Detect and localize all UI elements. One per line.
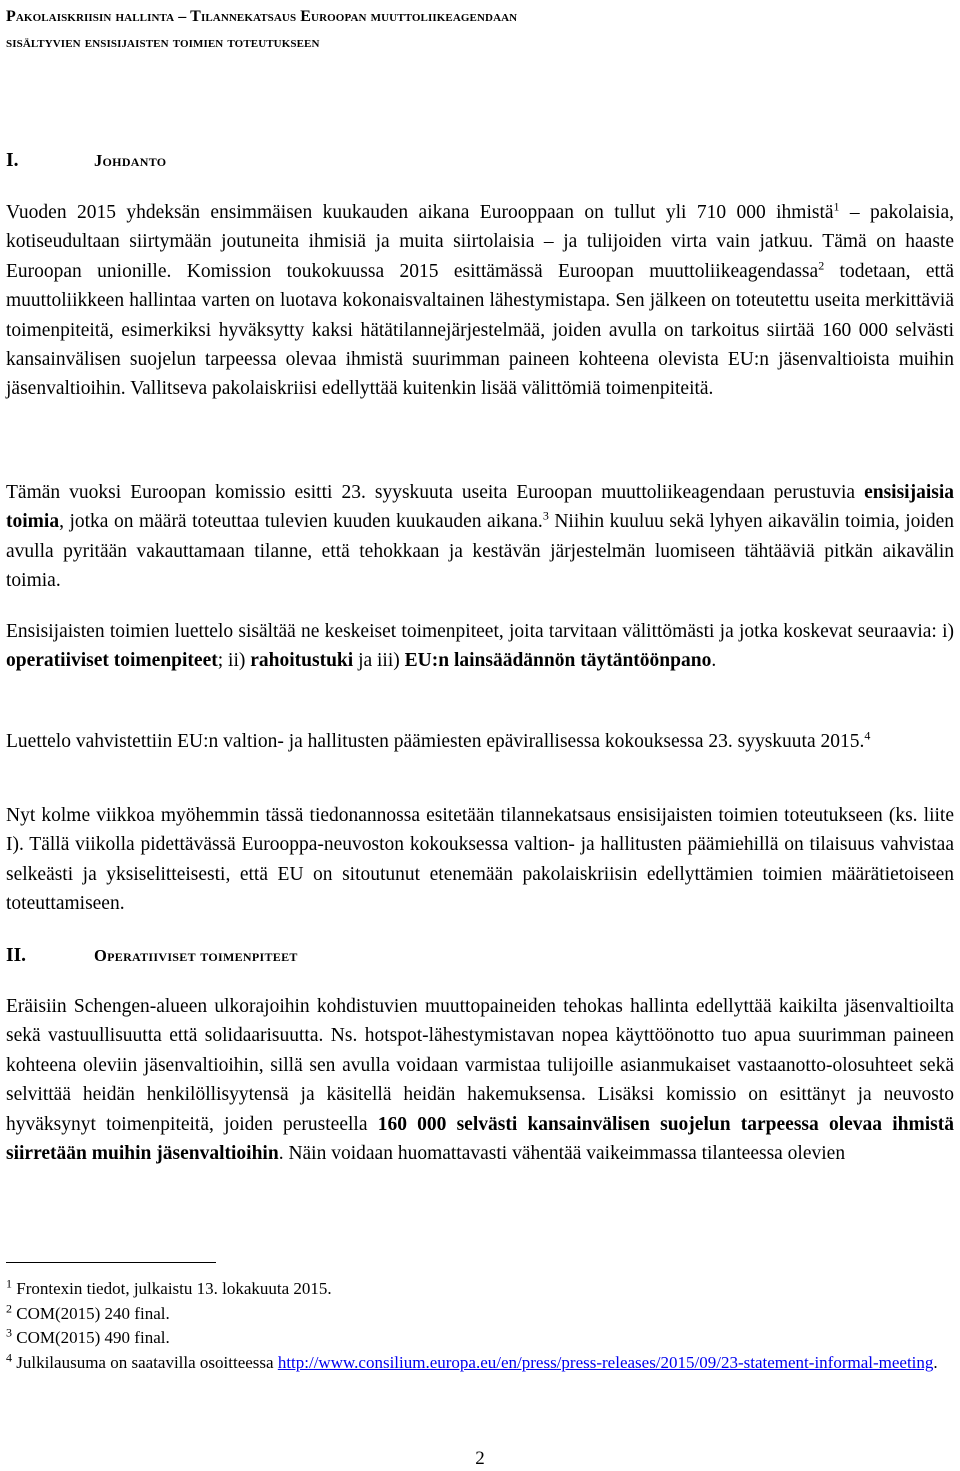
p3-text-d: . [711, 650, 717, 672]
p3-text-c: ja iii) [353, 650, 405, 672]
footnote-ref-3[interactable]: 3 [542, 508, 549, 523]
footnote-1-number: 1 [6, 1276, 12, 1291]
p1-text-c: todetaan, että muuttoliikkeen hallintaa varten on luotava kokonaisvaltainen lähestymistapa. Sen jälkeen on toteutettu useita merkittäviä toimenpiteitä, esimerkiksi hyväksytty kaksi hätätilannejärjestelmää, joiden avulla on tarkoitus siirtää 160 000 selvästi kansainvälisen suojelun tarpeessa olevaa ihmistä suurimman paineen kohteena olevista EU:n jäsenvaltioista muihin jäsenvaltioihin. Vallitseva pakolaiskriisi edellyttää kuitenkin lisää välittömiä toimenpiteitä. [6, 260, 954, 400]
section-2-heading [6, 945, 298, 967]
p6-text-b: . Näin voidaan huomattavasti vähentää vaikeimmassa tilanteessa olevien [278, 1143, 846, 1165]
section-2-title: Operatiiviset toimenpiteet [94, 946, 298, 965]
header-line-2: sisältyvien ensisijaisten toimien toteutukseen [6, 34, 320, 51]
section-1-heading [6, 150, 166, 172]
footnote-ref-1[interactable]: 1 [833, 199, 840, 214]
p3-bold-financial: rahoitustuki [250, 650, 354, 672]
document-header [6, 4, 517, 56]
footnote-2-text: COM(2015) 240 final. [16, 1304, 170, 1323]
p3-text-a: Ensisijaisten toimien luettelo sisältää ne keskeiset toimenpiteet, joita tarvitaan välittömästi ja jotka koskevat seuraavia: i) [6, 621, 954, 642]
footnote-separator [6, 1262, 216, 1263]
section-1-title: Johdanto [94, 151, 167, 170]
paragraph-1 [6, 198, 954, 404]
footnote-2-number: 2 [6, 1301, 12, 1316]
p5-text: Nyt kolme viikkoa myöhemmin tässä tiedonannossa esitetään tilannekatsaus ensisijaisten toimien toteutukseen (ks. liite I). Tällä viikolla pidettävässä Eurooppa-neuvoston kokouksessa valtion- ja hallitusten päämiehillä on tilaisuus vahvistaa selkeästi ja yksiselitteisesti, että EU on sitoutunut etenemään pakolaiskriisin edellyttämien toimien määrätietoiseen toteuttamiseen. [6, 805, 954, 915]
p2-text-b: , jotka on määrä toteuttaa tulevien kuuden kuukauden aikana. [59, 511, 543, 533]
paragraph-6 [6, 992, 954, 1168]
footnote-4-number: 4 [6, 1350, 12, 1365]
footnote-1 [6, 1277, 954, 1300]
p3-bold-implementation: EU:n lainsäädännön täytäntöönpano [404, 650, 712, 672]
section-2-number: II. [6, 945, 27, 966]
p3-bold-operational: operatiiviset toimenpiteet [6, 650, 218, 672]
footnote-3 [6, 1326, 954, 1349]
p3-text-b: ; ii) [217, 650, 251, 672]
footnote-3-number: 3 [6, 1325, 12, 1340]
footnote-1-text: Frontexin tiedot, julkaistu 13. lokakuuta 2015. [16, 1279, 332, 1298]
p4-text: Luettelo vahvistettiin EU:n valtion- ja hallitusten päämiesten epävirallisessa kokouksessa 23. syyskuuta 2015. [6, 731, 865, 752]
p1-text-a: Vuoden 2015 yhdeksän ensimmäisen kuukauden aikana Eurooppaan on tullut yli 710 000 ihmistä [6, 202, 834, 223]
document-page [6, 0, 954, 1471]
footnote-ref-2[interactable]: 2 [818, 258, 825, 273]
p2-text-a: Tämän vuoksi Euroopan komissio esitti 23. syyskuuta useita Euroopan muuttoliikeagendaan perustuvia [6, 482, 865, 503]
p2-bold-priority-actions: ensisijaisia toimia [6, 482, 954, 533]
p6-text-a: Eräisiin Schengen-alueen ulkorajoihin kohdistuvien muuttopaineiden tehokas hallinta edellyttää kaikilta jäsenvaltioilta sekä vastuullisuutta että solidaarisuutta. Ns. hotspot-lähestymistavan nopea käyttöönotto tuo apua suurimman paineen kohteena oleviin jäsenvaltioihin, sillä sen avulla voidaan varmistaa tulijoille asianmukaiset vastaanotto-olosuhteet sekä selvittää heidän henkilöllisyytensä ja käsitellä heidän hakemuksensa. Lisäksi komissio on esittänyt ja neuvosto hyväksynyt toimenpiteitä, joiden perusteella [6, 996, 954, 1135]
footnote-ref-4[interactable]: 4 [864, 728, 871, 743]
p2-text-c: Niihin kuuluu sekä lyhyen aikavälin toimia, joiden avulla pyritään vakauttamaan tilanne, että tehokkaan ja kestävän järjestelmän luomiseen tähtääviä pitkän aikavälin toimia. [6, 511, 954, 592]
section-1-number: I. [6, 150, 19, 171]
header-line-1: Pakolaiskriisin hallinta – Tilannekatsaus Euroopan muuttoliikeagendaan [6, 8, 518, 25]
paragraph-3 [6, 617, 954, 676]
footnote-4-after: . [933, 1353, 938, 1372]
page-number: 2 [475, 1448, 485, 1469]
footnote-4-text: Julkilausuma on saatavilla osoitteessa [16, 1353, 278, 1372]
paragraph-4 [6, 727, 954, 756]
footnote-4-link[interactable]: http://www.consilium.europa.eu/en/press/press-releases/2015/09/23-statement-informal-meeting [277, 1353, 934, 1372]
footnote-2 [6, 1302, 954, 1325]
paragraph-2 [6, 478, 954, 596]
p1-text-b: – pakolaisia, kotiseudultaan siirtymään joutuneita ihmisiä ja muita siirtolaisia – ja tulijoiden virta vain jatkuu. Tämä on haaste Euroopan unionille. Komission toukokuussa 2015 esittämässä Euroopan muuttoliikeagendassa [6, 202, 954, 282]
paragraph-5 [6, 801, 954, 919]
footnote-4 [6, 1351, 954, 1374]
footnote-3-text: COM(2015) 490 final. [16, 1328, 170, 1347]
p6-bold-relocation: 160 000 selvästi kansainvälisen suojelun tarpeessa olevaa ihmistä siirretään muihin jäsenvaltioihin [6, 1113, 954, 1165]
